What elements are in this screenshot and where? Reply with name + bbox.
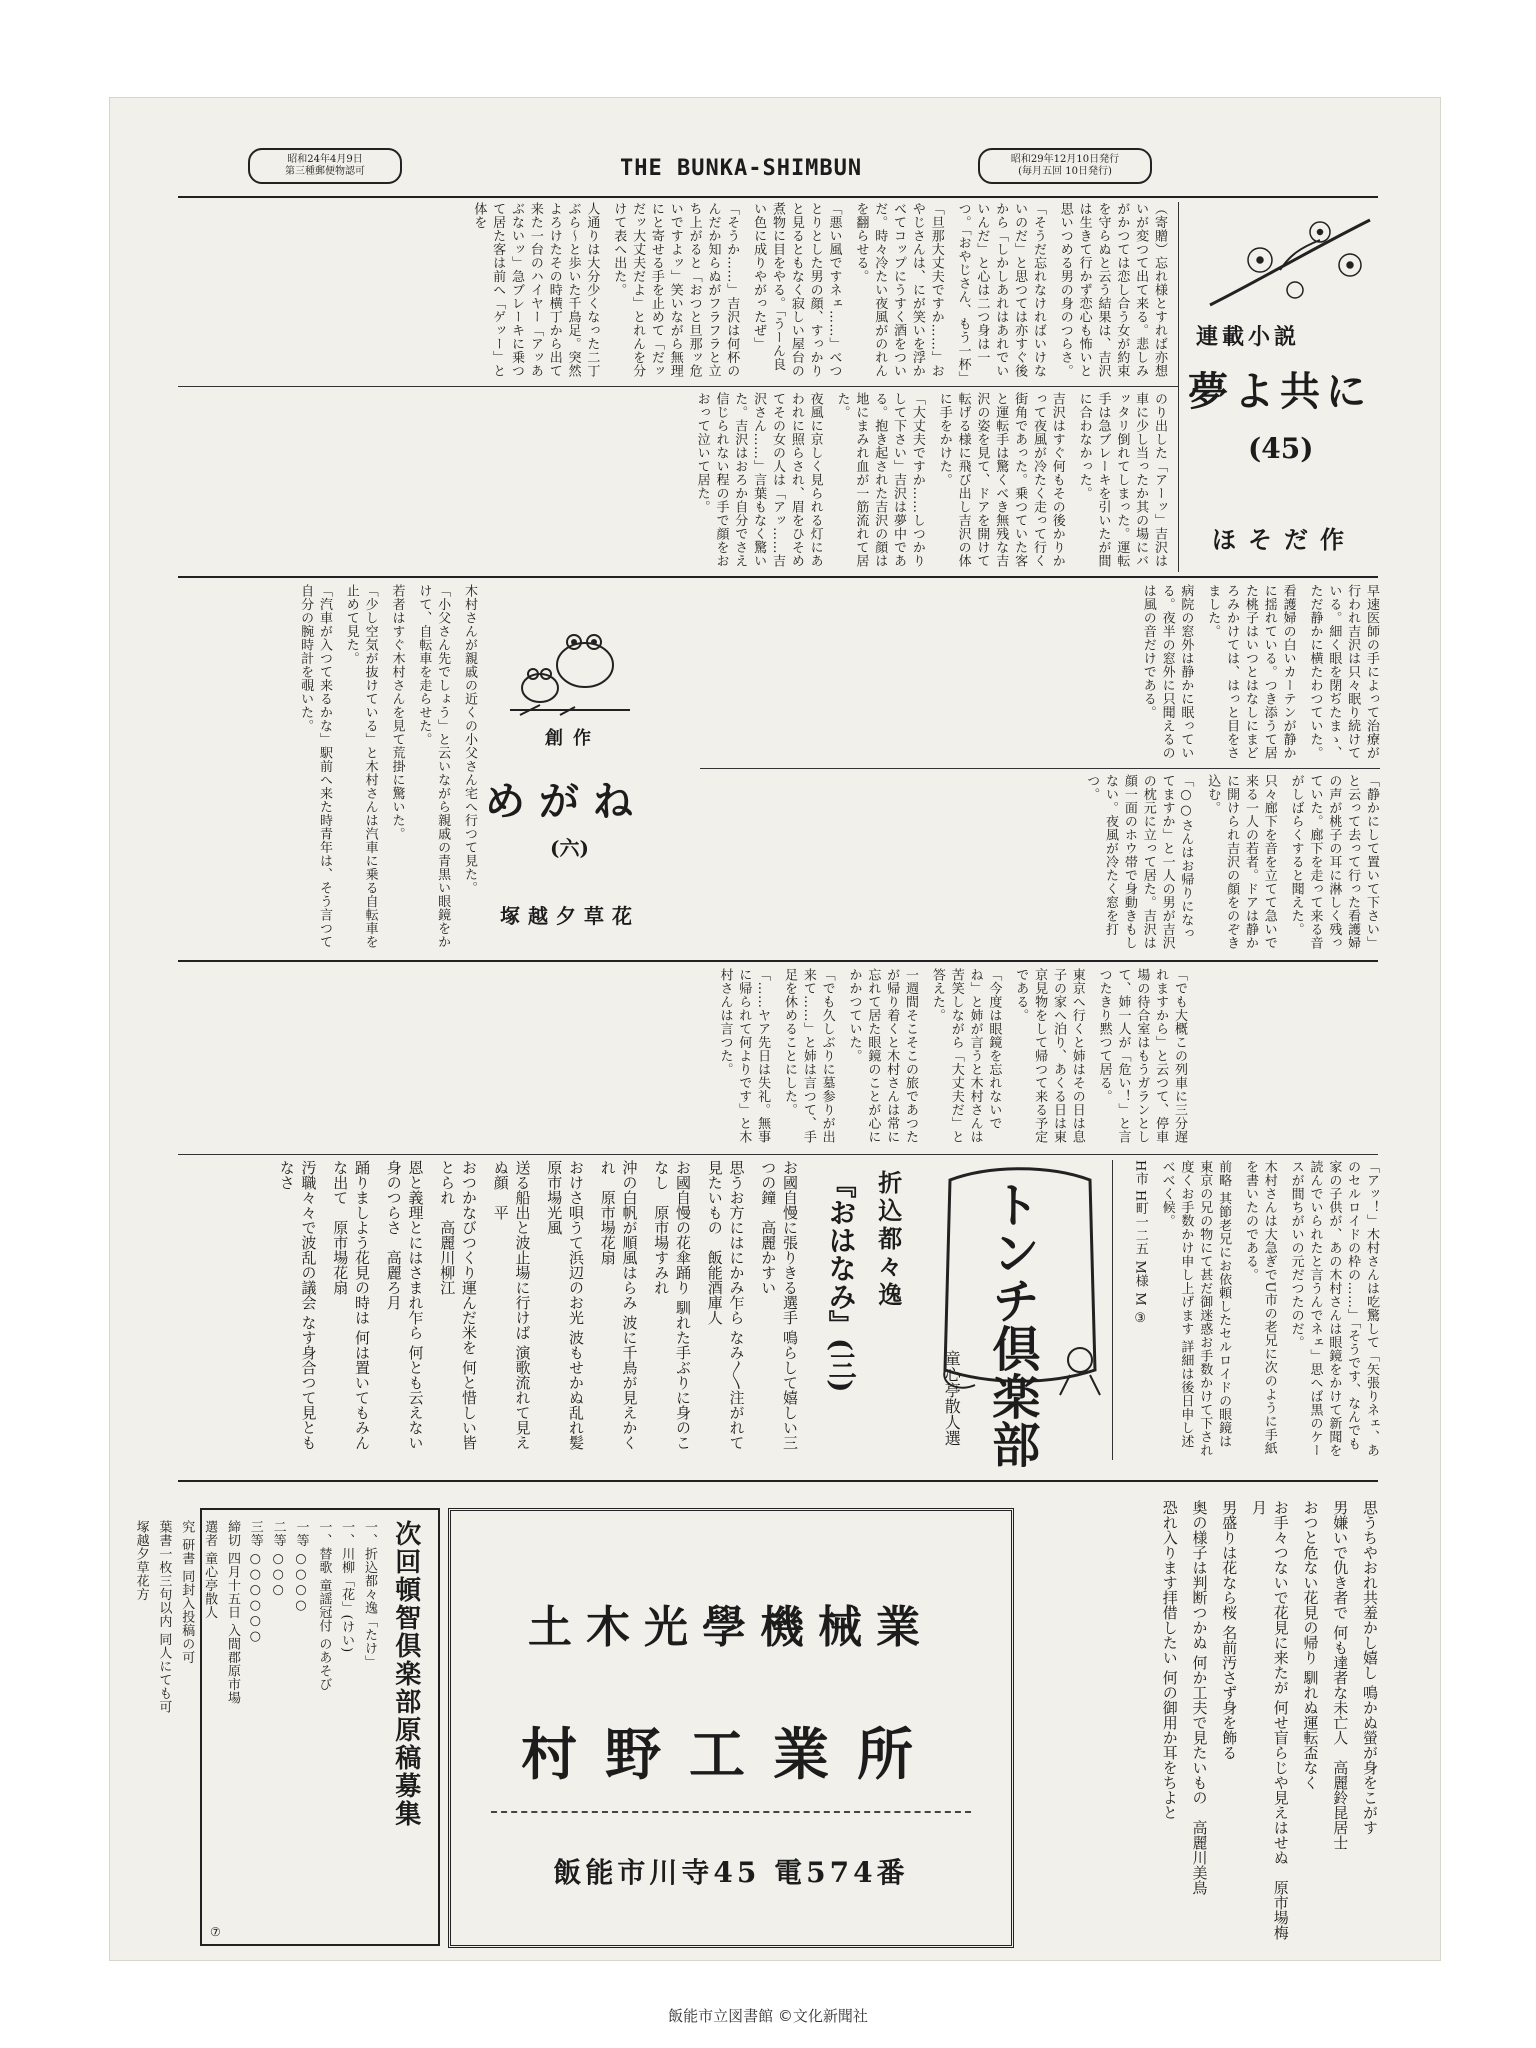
megane-paragraph: 「でも大概この列車に三分遅れますから」と云つて、停車場の待合室はもうガランとして、姉一人が「危い！」と言つたきり黙つて居る。 — [1096, 968, 1187, 1144]
tonchi-verses — [220, 1160, 800, 1460]
verse-author: 原市場光風 — [545, 1160, 564, 1235]
senryu-column — [1030, 1500, 1380, 1940]
verse-text: 送る船出と波止場に行けば 演歌流れて見えぬ顔 — [491, 1160, 532, 1450]
serial-number: (45) — [1248, 432, 1314, 465]
tonchi-title: トンチ倶楽部 — [983, 1180, 1040, 1468]
recruit-item: 一、替歌 童謡冠付 のあそび — [316, 1520, 332, 1692]
megane-author: 塚越夕草花 — [500, 904, 640, 928]
verse-text: 沖の白帆が順風はらみ 波に千鳥が見えかくれ — [598, 1160, 639, 1450]
serial-paragraph: 看護婦の白いカーテンが静かに揺れている。つき添うて居た桃子はいつとはなしにまどろみかけては、はっと目をさました。 — [1205, 584, 1296, 760]
paper-name: THE BUNKA-SHIMBUN — [620, 156, 863, 181]
senryu — [1247, 1500, 1291, 1940]
serial-paragraph: （寄贈）忘れ様とすれば亦想いが変つて出て来る。悲しみがかつては恋し合う女が約束を守らぬと云う結果は、吉沢は生きて行かず恋心も怖いと思いつめる男の身のつらさ。 — [1057, 202, 1167, 378]
verse — [543, 1160, 587, 1460]
serial-paragraph: 病院の窓外は静かに眠っている。夜半の窓外に只聞えるのは風の音だけである。 — [1140, 584, 1194, 760]
verse — [382, 1160, 426, 1460]
recruit-item: 一、折込都々逸「たけ」 — [362, 1520, 377, 1669]
serial-paragraph: 早速医師の手によって治療が行われ吉沢は只々眠り続けている。細く眼を閉ぢたまゝ、ただ静かに横たわつていた。 — [1307, 584, 1379, 760]
megane-paragraph: 一週間そこそこの旅であつたが帰り着くと木村さんは常に忘れて居た眼鏡のことが心にかかつていた。 — [846, 968, 919, 1144]
senryu — [1358, 1500, 1380, 1940]
recruit-prize: 一等 ○○○○ — [293, 1520, 309, 1614]
serial-title-divider — [1178, 202, 1179, 572]
aside-signature-recipient: M様 — [1132, 1260, 1148, 1288]
serial-paragraph: 吉沢はすぐ何もその後かりかって夜風が冷たく走って行く街角であった。乗つていた客と運転手は驚くべき無残な吉沢の姿を見て、ドアを開けて転げる様に飛び出し吉沢の体に手をかけた。 — [936, 392, 1065, 568]
serial-title: 夢よ共に — [1188, 368, 1372, 415]
verse-author: 飯能酒庫人 — [705, 1250, 724, 1325]
megane-paragraph: 「小父さん先でしょう」と云いながら親戚の青黒い眼鏡をかけて、自転車を走らせた。 — [416, 584, 451, 949]
ad-address: 飯能市川寺45 電574番 — [553, 1856, 909, 1889]
recruit-prize: 二等 ○○○ — [270, 1520, 286, 1599]
verse — [596, 1160, 640, 1460]
tonchi-right-divider — [1112, 1160, 1113, 1460]
megane-paragraph: 「汽車が入つて来るかな」駅前へ来た時青年は、そう言つて自分の腕時計を覗いた。 — [298, 584, 332, 949]
verse-author: 高麗ろ月 — [384, 1250, 403, 1310]
verse-author: 原市場花扇 — [598, 1190, 617, 1265]
masthead-left-box — [248, 148, 402, 184]
masthead-frequency: (毎月五回 10日発行) — [1018, 166, 1112, 177]
verse — [703, 1160, 747, 1460]
section-rule-3 — [178, 1480, 1378, 1482]
serial-continuation-upper — [700, 584, 1380, 762]
senryu-author: 高麗川美鳥 — [1190, 1819, 1209, 1895]
verse-author: 平 — [491, 1205, 510, 1220]
recruit-note: 葉書一枚三句以内 同人にても可 — [156, 1520, 172, 1714]
verse-author: 高麗川柳江 — [438, 1220, 457, 1295]
verse-author: 原市場すみれ — [652, 1205, 671, 1295]
verse — [329, 1160, 373, 1460]
footer-credit: 飯能市立図書館 ©文化新聞社 — [668, 2007, 868, 2025]
verse-text: 踊りましよう花見の時は 何は置いてもみんな出て — [331, 1160, 371, 1450]
aside-signature-sender: H市 H町一二五 — [1132, 1160, 1148, 1256]
senryu-author: 高麗鈴昆居士 — [1331, 1759, 1350, 1850]
frogs-illustration — [500, 610, 640, 724]
aside-signature — [1130, 1160, 1149, 1460]
recruit-details — [133, 1520, 378, 1930]
senryu-text: 男盛りは花なら桜 名前汚さず身を飾る — [1220, 1500, 1239, 1760]
ori-theme: 『おはなみ』(三) — [824, 1170, 858, 1393]
senryu-text: 恐れ入ります拝借したい 何の御用か耳をちよと — [1160, 1500, 1179, 1820]
megane-paragraph: 東京へ行くと姉はその日は息子の家へ泊り、あくる日は東京見物をして帰つて来る予定である。 — [1013, 968, 1085, 1144]
megane-column — [178, 584, 478, 954]
megane-paragraph: 「でも久しぶりに墓参りが出来て……」と姉は言つて、手足を休めることにした。 — [781, 968, 835, 1144]
verse-text: お國自慢に張りきる選手 鳴らして嬉しい三つの鐘 — [759, 1160, 799, 1450]
serial-paragraph: 「悪い風ですネェ……」べつとりとした男の顔、すっかりと見るともなく寂しい屋台の煮物に目をやる。「うーん良い色に成りやがったぜ」 — [751, 202, 842, 378]
megane-title: めがね — [485, 778, 647, 825]
verse — [757, 1160, 801, 1460]
aside-paragraph: 「アッ！」木村さんは吃驚して「矢張りネェ、あのセルロイドの枠の……」「そうです、なんでも家の子供が、あの木村さんは眼鏡をかけて新聞を読んでいられたと言うんでネェ」思へば黒のケースが間ちがいの元だつたのだ。 — [1288, 1160, 1379, 1457]
verse-text: お國自慢の花傘踊り 馴れた手ぶりに身のこなし — [652, 1160, 692, 1450]
serial-paragraph: 「そうか……」吉沢は何杯のんだか知らぬがフラフラと立ち上がると「おつと旦那ッ危いですよッ」笑いながら無理にと寄せる手を止めて「だッだッ大丈夫だよ」とれんを分けて表へ出た。 — [611, 202, 740, 378]
recruit-deadline: 締切 四月十五日 入間郡原市場 — [224, 1520, 240, 1705]
senryu — [1299, 1500, 1321, 1940]
section-rule-1 — [178, 576, 1378, 578]
recruit-prize: 三等 ○○○○○○ — [247, 1520, 263, 1645]
serial-column-lower — [178, 392, 1168, 570]
senryu-text: おつと危ない花見の帰り 馴れぬ運転盃なく — [1301, 1500, 1320, 1790]
verse-author: 原市場花扇 — [331, 1220, 350, 1295]
senryu-text: 奥の様子は判断つかぬ 何か工夫で見たいもの — [1190, 1500, 1209, 1805]
masthead-date: 昭和24年4月9日 — [287, 154, 363, 165]
ad-divider — [491, 1811, 971, 1813]
verse-author: 高麗かすい — [759, 1220, 778, 1295]
verse-text: おつかなびつくり運んだ米を 何と惜しい皆とられ — [438, 1160, 478, 1450]
senryu — [1158, 1500, 1180, 1940]
section-rule-2 — [178, 960, 1378, 962]
megane-paragraph: 木村さんが親戚の近くの小父さん宅へ行つて見た。 — [462, 584, 477, 895]
recruit-item: 一、川柳「花」(けい) — [339, 1520, 355, 1653]
serial-paragraph: 只々廊下を音を立てて急いで来る一人の若者。ドアは静かに開けられ吉沢の顔をのぞき込む。 — [1205, 774, 1277, 950]
recruit-title: 次回頓智倶楽部原稿募集 — [390, 1520, 421, 1828]
senryu-text: お手々つないで花見に来たが 何せ盲らじや見えはせぬ — [1271, 1500, 1290, 1865]
tonchi-selector: 童心亭散人選 — [942, 1350, 962, 1446]
verse-text: おけさ唄うて浜辺のお光 波もせかぬ乱れ髪 — [567, 1160, 585, 1450]
serial-paragraph: 夜風に京しく見られる灯にあわれに照らされ、眉をひそめてその女の人は「アッ……吉沢さん……」言葉もなく驚いた。吉沢はおろか自分でさえ信じられない程の手で顔をおおって泣いて居た。 — [694, 392, 823, 568]
serial-continuation-divider — [700, 768, 1380, 769]
verse-text: 恩と義理とにはさまれ乍ら 何とも云えない身のつらさ — [384, 1160, 425, 1450]
megane-paragraph: 「少し空気が抜けている」と木村さんは汽車に乗る自転車を止めて見た。 — [343, 584, 378, 949]
advertisement — [448, 1508, 1014, 1948]
senryu-text: 思うちやおれ共羞かし嬉し 鳴かぬ螢が身をこがす — [1361, 1500, 1379, 1835]
senryu — [1329, 1500, 1351, 1940]
ori-title: 折込都々逸 — [873, 1170, 903, 1310]
ad-company: 村野工業所 — [521, 1722, 941, 1788]
masthead-rule — [178, 196, 1378, 198]
serial-paragraph: 「大丈夫ですか……しつかりして下さい」吉沢は夢中である。抱き起された吉沢の顔は地にまみれ血が一筋流れて居た。 — [834, 392, 925, 568]
verse — [436, 1160, 480, 1460]
aside-note: ③ — [1132, 1310, 1148, 1327]
serial-kicker: 連載小説 — [1196, 324, 1301, 350]
serial-paragraph: 「そうだ忘れなければいけないのだ」と思つては亦すぐ後から「しかしあれはあれでいいんだ」と心は二つ身は一つ。「おやじさん、もう一杯」 — [955, 202, 1046, 385]
page-mark: ⑦ — [210, 1925, 221, 1939]
serial-continuation-lower — [700, 774, 1380, 952]
verse-text: 思うお方にはにかみ乍ら なみ〳〵注がれて見たいもの — [705, 1160, 746, 1450]
masthead-right-box — [978, 148, 1152, 184]
megane-paragraph: 若者はすぐ木村さんを見て荒掛に驚いた。 — [389, 584, 405, 841]
aside-column — [1120, 1160, 1380, 1460]
serial-paragraph: のり出した「アーッ」吉沢は車に少し当ったか其の場にバッタリ倒れてしまった。運転手は急ブレーキを引いたが間に合わなかった。 — [1076, 392, 1167, 568]
megane-continuation — [178, 968, 1188, 1148]
recruit-address: 究 研書 同封入投稿の可 — [179, 1520, 195, 1665]
megane-kicker: 創作 — [545, 728, 601, 749]
megane-paragraph: 「今度は眼鏡を忘れないでね」と姉が言うと木村さんは苦笑しながら「大丈夫だ」と答えた。 — [929, 968, 1002, 1144]
plum-blossom-illustration — [1200, 210, 1380, 324]
verse-text: 汚職々々で波乱の議会 なす身合つて見ともなさ — [277, 1160, 318, 1450]
serial-paragraph: 「旦那大丈夫ですか……」おやじさんは、にが笑いを浮かべてコップにうすく酒をついだ。時々冷たい夜風がのれんを翻らせる。 — [853, 202, 944, 378]
aside-letter: 前略 其節老兄にお依頼したセルロイドの眼鏡は東京の兄の物にて甚だ御迷惑お手数かけて下され度くお手数かけ申し上げます 詳細は後日申し述べべく候。 — [1159, 1160, 1232, 1457]
serial-author: ほそだ作 — [1212, 525, 1356, 554]
verse — [489, 1160, 533, 1460]
recruit-judge: 選者 童心亭散人 — [202, 1520, 218, 1620]
aside-paragraph: 木村さんは大急ぎでU市の老兄に次のように手紙を書いたのである。 — [1242, 1160, 1277, 1455]
ad-tagline: 土木光學機械業 — [528, 1602, 934, 1653]
aside-signature-initial: M — [1132, 1292, 1148, 1307]
senryu-author: 原市場梅月 — [1250, 1500, 1290, 1940]
megane-number: (六) — [550, 836, 589, 860]
serial-paragraph: 人通りは大分少くなった二丁ぶら～と歩いた千鳥足。突然よろけたその時横丁から出て来た一台のハイヤー「アッあぶないッ」急ブレーキに乗つて居た客は前へ「ゲッー」と体を — [471, 202, 600, 378]
recruit-editor: 塚越夕草花方 — [133, 1520, 149, 1601]
verse — [650, 1160, 694, 1460]
serial-column-divider — [178, 386, 1178, 387]
senryu — [1218, 1500, 1240, 1940]
story-divider — [178, 1154, 1378, 1155]
megane-paragraph: 「……ヤア先日は失礼。無事に帰られて何よりです」と木村さんは言つた。 — [717, 968, 771, 1144]
serial-column-upper — [178, 202, 1168, 385]
senryu-text: 男嫌いで仇き者で 何も達者な未亡人 — [1331, 1500, 1350, 1745]
masthead-permit: 第三種郵便物認可 — [285, 166, 365, 177]
senryu — [1188, 1500, 1210, 1940]
serial-paragraph: 「静かにして置いて下さい」と云って去って行った看護婦の声が桃子の耳に淋しく残っていた。廊下を走って来る音がしばらくすると聞えた。 — [1288, 774, 1379, 950]
serial-paragraph: 「○○さんはお帰りになってますか」と一人の男が吉沢の枕元に立って居た。吉沢は顔一面のホウ帯で身動きもしない。夜風が冷たく窓を打つ。 — [1084, 774, 1194, 950]
masthead-issue-date: 昭和29年12月10日発行 — [1010, 154, 1120, 165]
verse — [275, 1160, 319, 1460]
